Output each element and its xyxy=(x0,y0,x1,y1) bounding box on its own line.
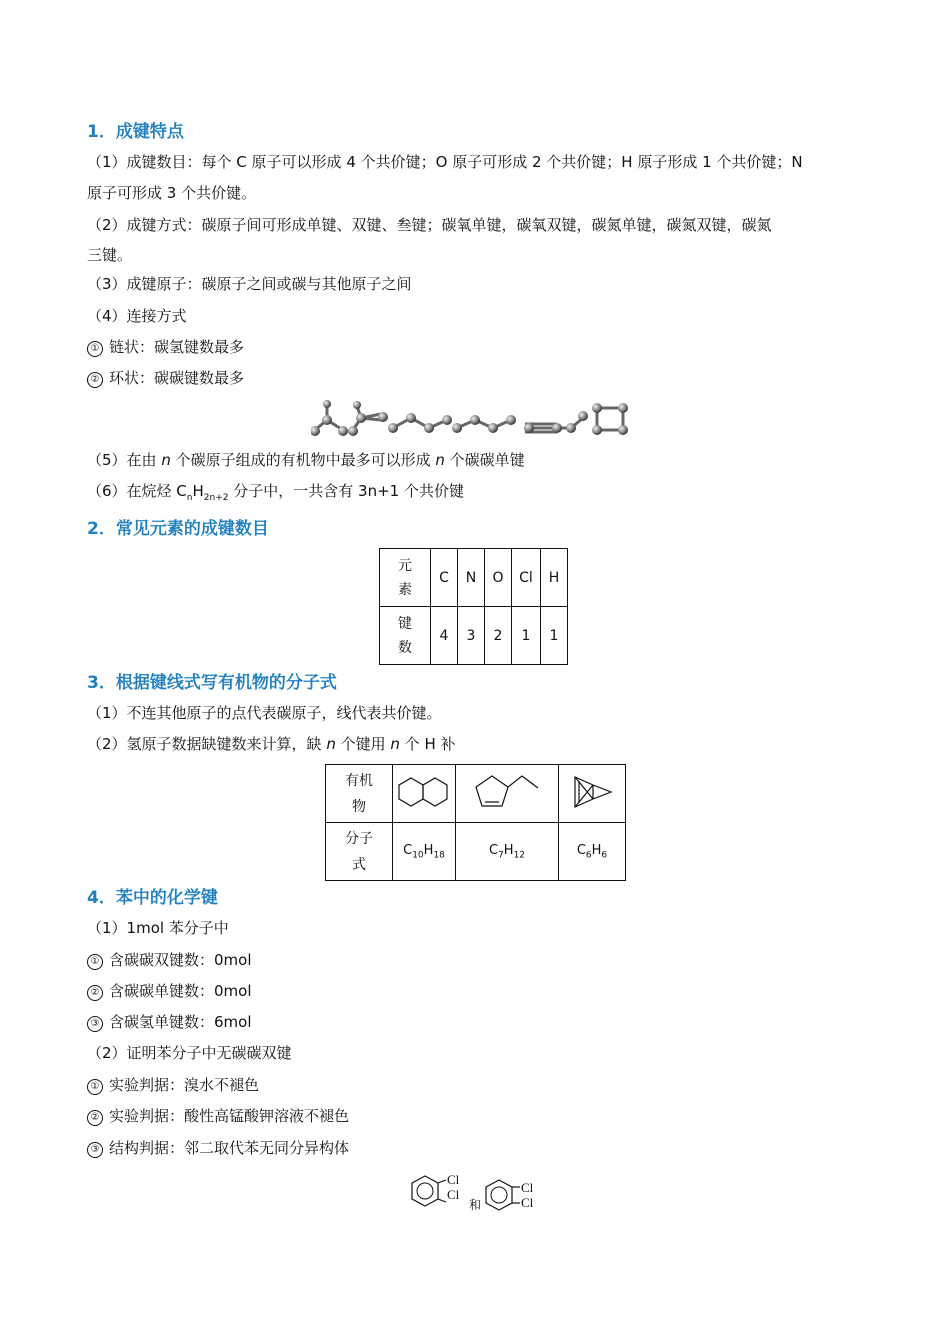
subscript: 2n+2 xyxy=(203,493,229,503)
text: （2）氢原子数据缺键数来计算，缺 xyxy=(87,735,327,753)
item-text: 链状：碳氢键数最多 xyxy=(109,338,245,356)
table-header-cell xyxy=(326,823,393,881)
text: H xyxy=(423,842,434,858)
subscript: n xyxy=(186,493,193,503)
var-n: n xyxy=(390,735,400,753)
text: C xyxy=(576,842,586,858)
decalin-structure-image xyxy=(398,769,450,815)
text: （6）在烷烃 C xyxy=(87,482,187,500)
table-row xyxy=(326,823,626,881)
s4-item xyxy=(87,981,252,1001)
item-text: 含碳碳单键数：0mol xyxy=(109,982,252,1000)
s3-para-2 xyxy=(87,734,456,754)
formula-cell xyxy=(393,823,456,881)
bond-cell: 1 xyxy=(541,607,568,665)
var-n: n xyxy=(435,451,445,469)
chloro-label: Cl xyxy=(521,1195,534,1210)
circled-number: ① xyxy=(87,341,103,357)
text: 数 xyxy=(398,639,412,656)
s4-item xyxy=(87,950,252,970)
element-cell: Cl xyxy=(512,549,541,607)
s4-item xyxy=(87,1075,259,1095)
benzvalene-structure-image xyxy=(565,769,619,815)
element-cell: C xyxy=(431,549,458,607)
s1-para-1b: 原子可形成 3 个共价键。 xyxy=(87,184,257,202)
circled-number: ③ xyxy=(87,1142,103,1158)
s4-para-2: （2）证明苯分子中无碳碳双键 xyxy=(87,1044,292,1062)
text: 有机 xyxy=(345,772,373,789)
text: 元 xyxy=(398,557,412,574)
text: H xyxy=(591,842,602,858)
text: 素 xyxy=(398,581,412,598)
section-3-title: 3．根据键线式写有机物的分子式 xyxy=(87,673,337,693)
structure-cell xyxy=(393,765,456,823)
s4-para-1: （1）1mol 苯分子中 xyxy=(87,919,229,937)
s1-para-2a: （2）成键方式：碳原子间可形成单键、双键、叁键；碳氧单键，碳氧双键，碳氮单键，碳氮双键，碳氮 xyxy=(87,216,772,234)
item-text: 结构判据：邻二取代苯无同分异构体 xyxy=(109,1139,350,1157)
chloro-label: Cl xyxy=(447,1187,460,1202)
subscript: 6 xyxy=(601,850,608,861)
ball-stick-molecules-image xyxy=(311,398,641,440)
bond-cell: 2 xyxy=(485,607,512,665)
text: 式 xyxy=(352,856,366,873)
ortho-dichlorobenzene-rotated-image xyxy=(485,1178,521,1214)
element-cell: H xyxy=(541,549,568,607)
s1-para-1a: （1）成键数目：每个 C 原子可以形成 4 个共价键；O 原子可形成 2 个共价键；H 原子形成 1 个共价键；N xyxy=(87,153,803,171)
s4-item xyxy=(87,1138,349,1158)
dichlorobenzene-figure xyxy=(411,1172,551,1216)
table-header-cell xyxy=(326,765,393,823)
text: 分子中，一共含有 3n+1 个共价键 xyxy=(228,482,464,500)
subscript: 10 xyxy=(412,850,424,861)
formula-table xyxy=(325,764,626,881)
s1-item-chain xyxy=(87,337,244,357)
var-n: n xyxy=(161,451,171,469)
element-cell: N xyxy=(458,549,485,607)
ethylcyclopentene-structure-image xyxy=(462,768,552,816)
section-1-title: 1．成键特点 xyxy=(87,122,184,142)
item-text: 含碳氢单键数：6mol xyxy=(109,1013,252,1031)
text: H xyxy=(192,482,204,500)
s4-item xyxy=(87,1012,252,1032)
text: H xyxy=(503,842,514,858)
subscript: 7 xyxy=(498,850,504,861)
subscript: 18 xyxy=(433,850,445,861)
circled-number: ② xyxy=(87,985,103,1001)
element-cell: O xyxy=(485,549,512,607)
item-text: 实验判据：溴水不褪色 xyxy=(109,1076,260,1094)
chloro-labels xyxy=(521,1180,533,1210)
bond-cell: 4 xyxy=(431,607,458,665)
bond-cell: 3 xyxy=(458,607,485,665)
text: 个键用 xyxy=(335,735,391,753)
chloro-label: Cl xyxy=(447,1172,460,1187)
table-header-cell xyxy=(380,607,431,665)
text: 键 xyxy=(398,615,412,632)
var-n: n xyxy=(326,735,336,753)
text: C xyxy=(488,842,499,858)
s1-para-2b: 三键。 xyxy=(87,246,133,264)
s1-para-3: （3）成键原子：碳原子之间或碳与其他原子之间 xyxy=(87,275,412,293)
circled-number: ① xyxy=(87,954,103,970)
chloro-labels xyxy=(447,1172,459,1202)
text: 个 H 补 xyxy=(399,735,456,753)
table-row xyxy=(326,765,626,823)
text: C xyxy=(403,842,413,858)
s1-item-ring xyxy=(87,368,244,388)
table-header-cell xyxy=(380,549,431,607)
s1-para-4: （4）连接方式 xyxy=(87,307,187,325)
ortho-dichlorobenzene-image xyxy=(411,1174,447,1210)
formula-cell xyxy=(559,823,626,881)
item-text: 环状：碳碳键数最多 xyxy=(109,369,245,387)
structure-cell xyxy=(456,765,559,823)
subscript: 6 xyxy=(585,850,592,861)
section-2-title: 2．常见元素的成键数目 xyxy=(87,519,269,539)
subscript: 12 xyxy=(513,850,526,861)
formula-cell xyxy=(456,823,559,881)
text: 分子 xyxy=(345,830,373,847)
item-text: 含碳碳双键数：0mol xyxy=(109,951,252,969)
bond-count-table xyxy=(379,548,568,665)
s3-para-1: （1）不连其他原子的点代表碳原子，线代表共价键。 xyxy=(87,704,442,722)
s1-para-5 xyxy=(87,450,525,470)
circled-number: ③ xyxy=(87,1016,103,1032)
text: 物 xyxy=(352,798,366,815)
table-row xyxy=(380,607,568,665)
text: （5）在由 xyxy=(87,451,162,469)
table-row xyxy=(380,549,568,607)
circled-number: ② xyxy=(87,372,103,388)
text: 个碳原子组成的有机物中最多可以形成 xyxy=(170,451,436,469)
circled-number: ② xyxy=(87,1110,103,1126)
section-4-title: 4．苯中的化学键 xyxy=(87,888,218,908)
s1-para-6 xyxy=(87,481,464,508)
structure-cell xyxy=(559,765,626,823)
chloro-label: Cl xyxy=(521,1180,534,1195)
s4-item xyxy=(87,1106,349,1126)
circled-number: ① xyxy=(87,1079,103,1095)
bond-cell: 1 xyxy=(512,607,541,665)
item-text: 实验判据：酸性高锰酸钾溶液不褪色 xyxy=(109,1107,350,1125)
text: 个碳碳单键 xyxy=(444,451,525,469)
conjunction-and: 和 xyxy=(469,1198,482,1212)
